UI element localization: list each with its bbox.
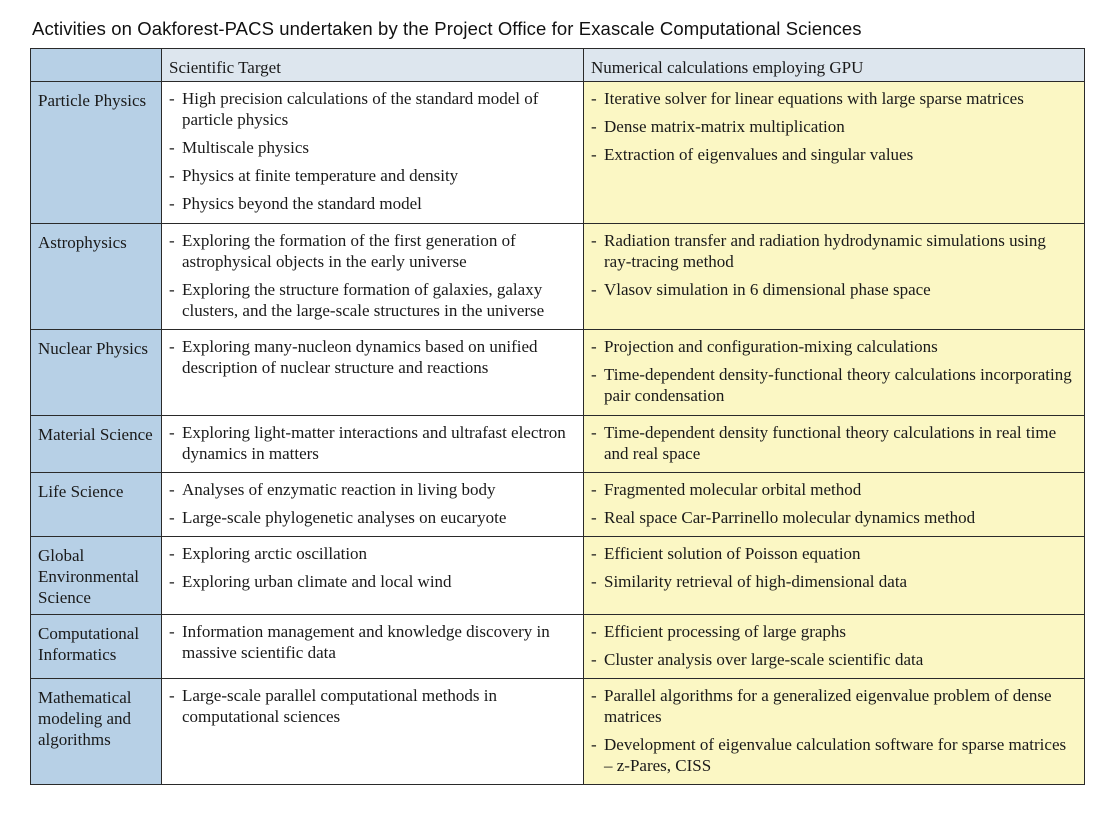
gpu-item: - Development of eigenvalue calculation software for sparse matrices – z-Pares, CISS xyxy=(589,734,1076,776)
field-cell: Global Environmental Science xyxy=(31,537,162,615)
table-row xyxy=(31,679,1085,785)
gpu-item: - Time-dependent density functional theory calculations in real time and real space xyxy=(589,422,1076,464)
target-item: - Exploring urban climate and local wind xyxy=(167,571,577,592)
target-item: - Information management and knowledge discovery in massive scientific data xyxy=(167,621,577,663)
scientific-target-cell xyxy=(162,330,584,416)
table-row xyxy=(31,416,1085,473)
scientific-target-cell xyxy=(162,82,584,224)
field-cell: Life Science xyxy=(31,473,162,537)
table-row xyxy=(31,330,1085,416)
header-row xyxy=(31,49,1085,82)
scientific-target-cell xyxy=(162,416,584,473)
table-row xyxy=(31,473,1085,537)
gpu-calculations-cell xyxy=(584,473,1085,537)
gpu-item: - Projection and configuration-mixing calculations xyxy=(589,336,1076,357)
target-item: - High precision calculations of the standard model of particle physics xyxy=(167,88,577,130)
field-cell: Particle Physics xyxy=(31,82,162,224)
field-cell: Computational Informatics xyxy=(31,615,162,679)
target-item: - Large-scale parallel computational methods in computational sciences xyxy=(167,685,577,727)
scientific-target-cell xyxy=(162,679,584,785)
target-item: - Exploring the formation of the first generation of astrophysical objects in the early universe xyxy=(167,230,577,272)
table-row xyxy=(31,537,1085,615)
gpu-item: - Time-dependent density-functional theory calculations incorporating pair condensation xyxy=(589,364,1076,406)
target-item: - Large-scale phylogenetic analyses on eucaryote xyxy=(167,507,577,528)
field-cell: Astrophysics xyxy=(31,224,162,330)
header-field xyxy=(31,49,162,82)
gpu-calculations-cell xyxy=(584,615,1085,679)
target-item: - Multiscale physics xyxy=(167,137,577,158)
target-item: - Physics beyond the standard model xyxy=(167,193,577,214)
gpu-item: - Dense matrix-matrix multiplication xyxy=(589,116,1076,137)
gpu-calculations-cell xyxy=(584,537,1085,615)
gpu-item: - Efficient processing of large graphs xyxy=(589,621,1076,642)
table-row xyxy=(31,224,1085,330)
page-title: Activities on Oakforest-PACS undertaken by the Project Office for Exascale Computational Sciences xyxy=(32,18,862,39)
gpu-item: - Efficient solution of Poisson equation xyxy=(589,543,1076,564)
gpu-calculations-cell xyxy=(584,82,1085,224)
target-item: - Exploring light-matter interactions and ultrafast electron dynamics in matters xyxy=(167,422,577,464)
gpu-calculations-cell xyxy=(584,330,1085,416)
target-item: - Exploring arctic oscillation xyxy=(167,543,577,564)
table-row xyxy=(31,615,1085,679)
target-item: - Physics at finite temperature and density xyxy=(167,165,577,186)
gpu-item: - Parallel algorithms for a generalized eigenvalue problem of dense matrices xyxy=(589,685,1076,727)
header-scientific-target: Scientific Target xyxy=(162,49,584,82)
activities-table xyxy=(30,48,1085,785)
gpu-item: - Iterative solver for linear equations with large sparse matrices xyxy=(589,88,1076,109)
gpu-item: - Cluster analysis over large-scale scientific data xyxy=(589,649,1076,670)
target-item: - Exploring many-nucleon dynamics based on unified description of nuclear structure and reactions xyxy=(167,336,577,378)
gpu-item: - Real space Car-Parrinello molecular dynamics method xyxy=(589,507,1076,528)
gpu-item: - Fragmented molecular orbital method xyxy=(589,479,1076,500)
scientific-target-cell xyxy=(162,537,584,615)
field-cell: Nuclear Physics xyxy=(31,330,162,416)
scientific-target-cell xyxy=(162,473,584,537)
target-item: - Analyses of enzymatic reaction in living body xyxy=(167,479,577,500)
target-item: - Exploring the structure formation of galaxies, galaxy clusters, and the large-scale structures in the universe xyxy=(167,279,577,321)
gpu-item: - Vlasov simulation in 6 dimensional phase space xyxy=(589,279,1076,300)
field-cell: Mathematical modeling and algorithms xyxy=(31,679,162,785)
scientific-target-cell xyxy=(162,224,584,330)
header-gpu-calculations: Numerical calculations employing GPU xyxy=(584,49,1085,82)
table-row xyxy=(31,82,1085,224)
gpu-item: - Similarity retrieval of high-dimensional data xyxy=(589,571,1076,592)
scientific-target-cell xyxy=(162,615,584,679)
gpu-item: - Radiation transfer and radiation hydrodynamic simulations using ray-tracing method xyxy=(589,230,1076,272)
gpu-calculations-cell xyxy=(584,679,1085,785)
gpu-calculations-cell xyxy=(584,416,1085,473)
gpu-calculations-cell xyxy=(584,224,1085,330)
gpu-item: - Extraction of eigenvalues and singular values xyxy=(589,144,1076,165)
field-cell: Material Science xyxy=(31,416,162,473)
